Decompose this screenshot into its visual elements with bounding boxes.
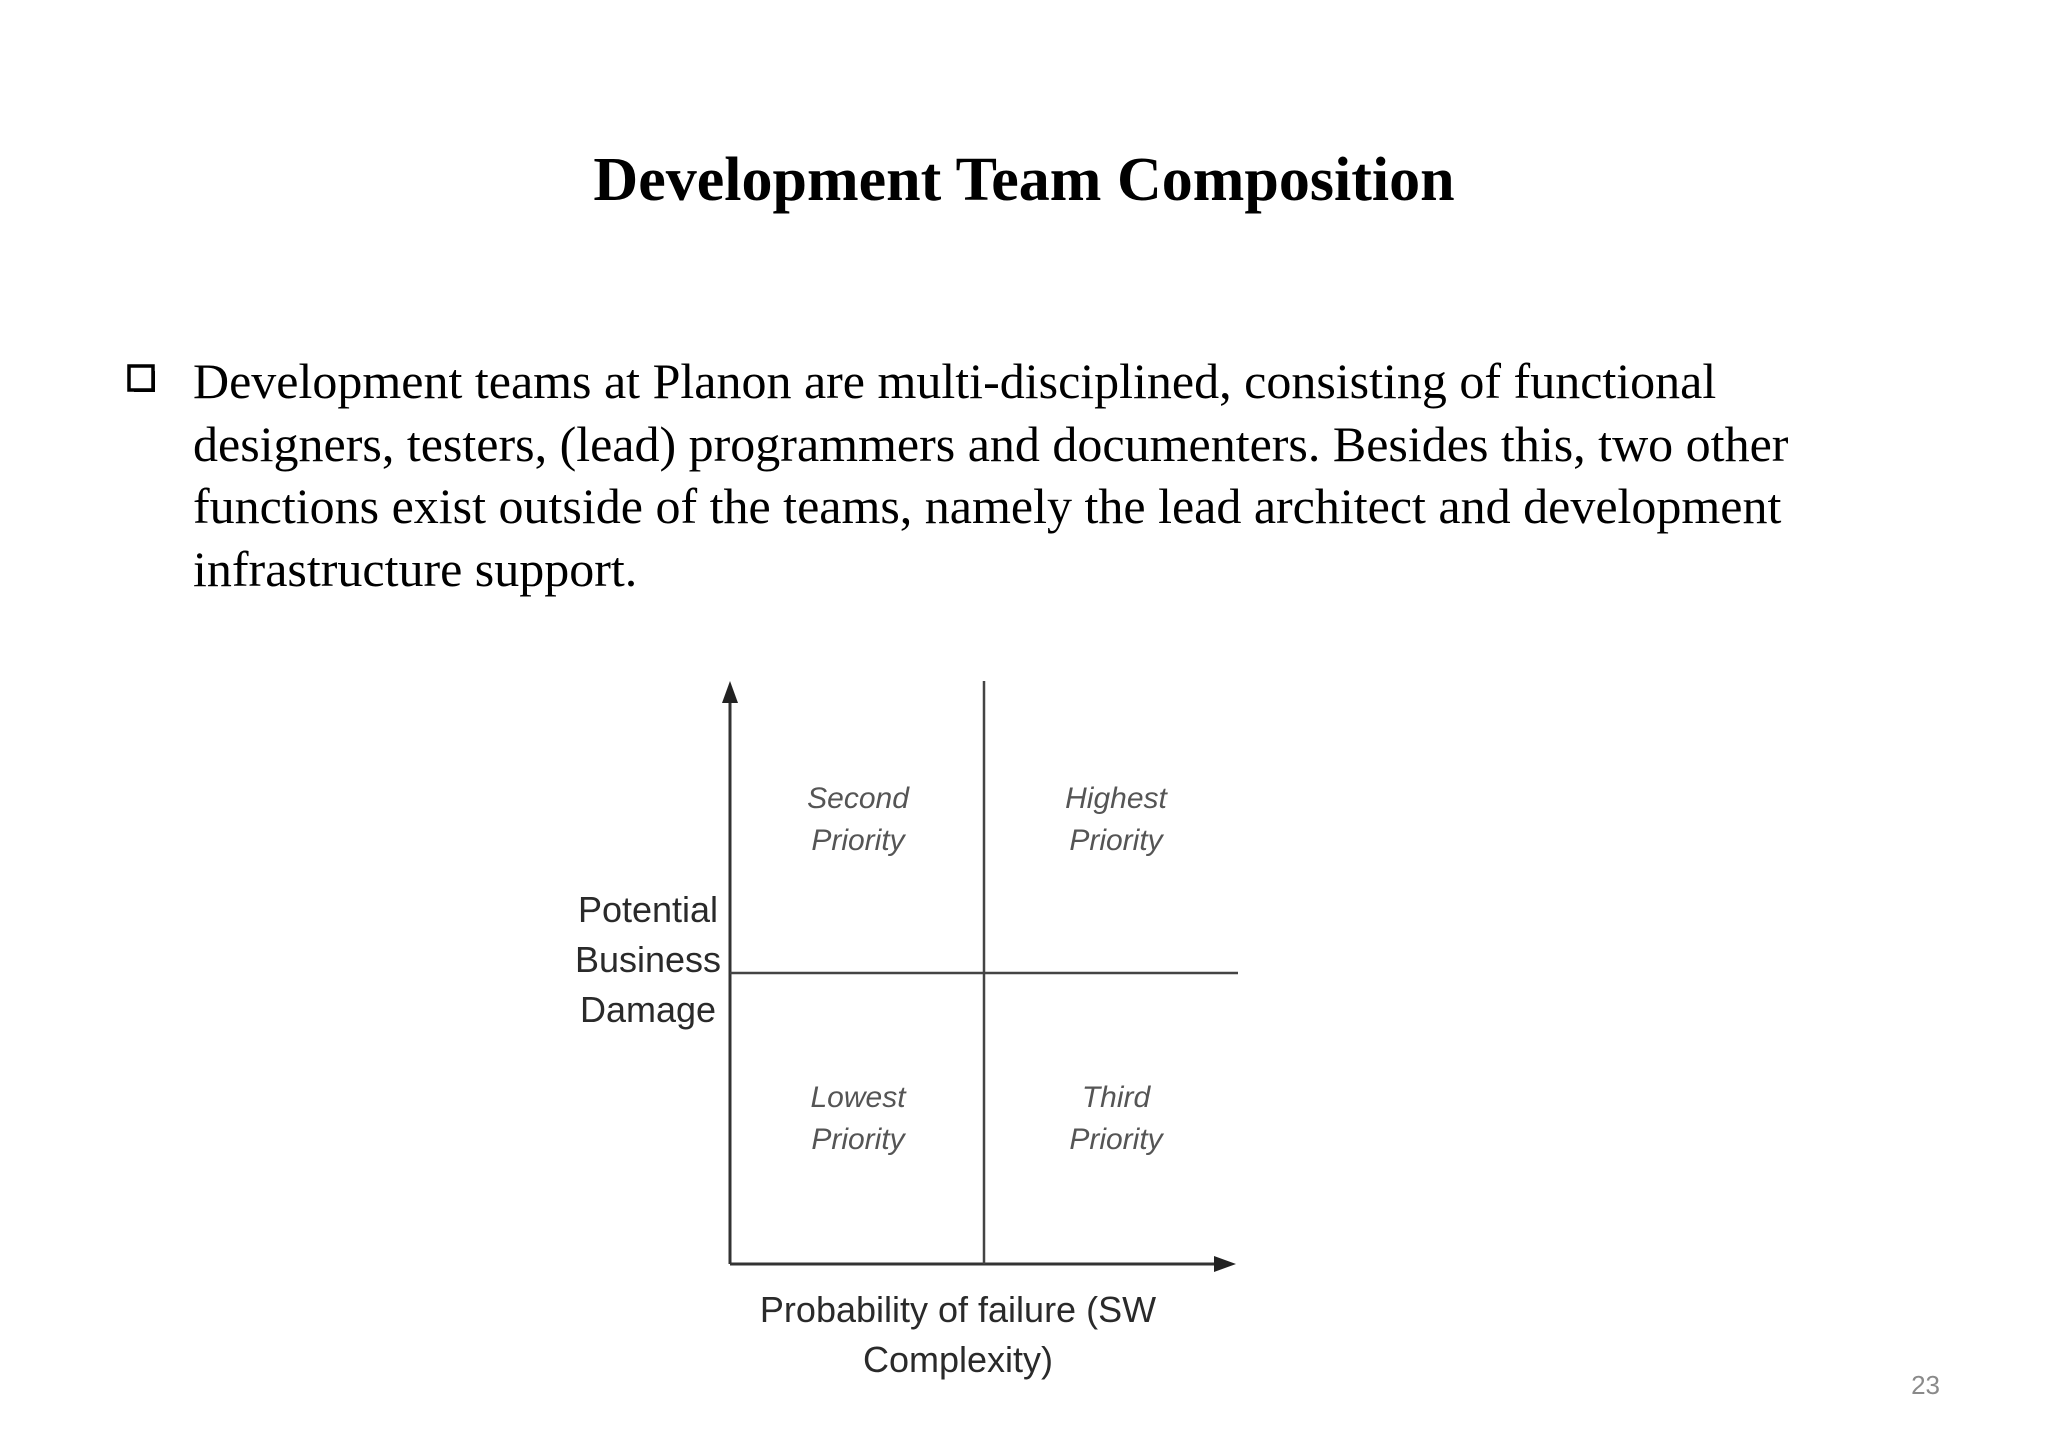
x-axis-label-line2: Complexity) bbox=[862, 1339, 1054, 1380]
quadrant-top-left-line2: Priority bbox=[811, 824, 905, 857]
page-number: 23 bbox=[1911, 1370, 1940, 1400]
bullet-text: Development teams at Planon are multi-disciplined, consisting of functional designers, testers, (lead) programmers and documenters. Besides this, two other functions exist outside of the teams, namely the lead architect and development infrastructure support. bbox=[193, 353, 1789, 597]
y-axis-label-line2: Business bbox=[574, 939, 722, 980]
y-axis-label-line1: Potential bbox=[577, 889, 719, 930]
quadrant-bottom-right-line1: Third bbox=[1081, 1081, 1151, 1114]
quadrant-top-left-line1: Second bbox=[807, 782, 909, 815]
y-axis-label-line3: Damage bbox=[579, 989, 717, 1030]
y-axis-arrow-icon bbox=[722, 681, 738, 703]
x-axis-label-line1: Probability of failure (SW bbox=[759, 1289, 1157, 1330]
quadrant-bottom-left-line2: Priority bbox=[811, 1123, 905, 1156]
x-axis-arrow-icon bbox=[1214, 1256, 1236, 1272]
quadrant-top-right-line2: Priority bbox=[1069, 824, 1163, 857]
quadrant-bottom-right-line2: Priority bbox=[1069, 1123, 1163, 1156]
quadrant-top-right-line1: Highest bbox=[1065, 782, 1167, 815]
slide-title: Development Team Composition bbox=[593, 146, 1455, 214]
quadrant-bottom-left-line1: Lowest bbox=[810, 1081, 906, 1114]
